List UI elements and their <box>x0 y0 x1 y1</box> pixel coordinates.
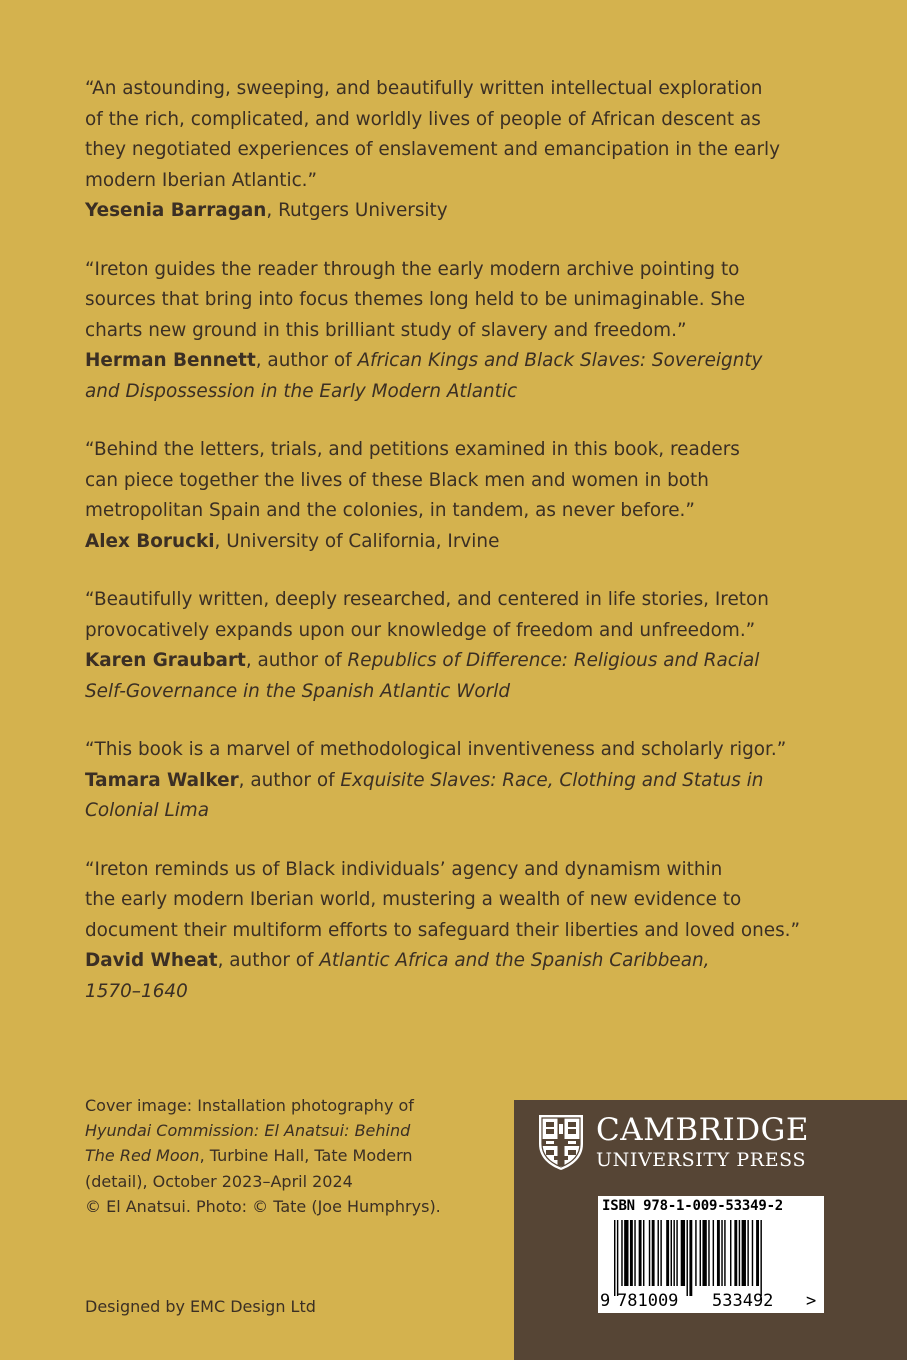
quote-line: provocatively expands upon our knowledge of freedom and unfreedom.” <box>85 619 756 641</box>
quote-line: “An astounding, sweeping, and beautifully written intellectual exploration <box>85 78 763 99</box>
endorser-name: Alex Borucki <box>85 530 215 552</box>
publisher-name-line2: UNIVERSITY PRESS <box>596 1149 807 1171</box>
barcode-bar <box>666 1220 669 1286</box>
barcode-bar <box>630 1220 633 1286</box>
book-title: and Dispossession in the Early Modern Atlantic <box>85 380 518 402</box>
barcode-bar <box>734 1220 737 1286</box>
author-of-label: , author of <box>238 769 341 791</box>
quote-line: “Ireton reminds us of Black individuals’ agency and dynamism within <box>85 858 723 880</box>
quote-text <box>85 735 845 766</box>
barcode-bar <box>713 1220 714 1286</box>
quote-line: metropolitan Spain and the colonies, in tandem, as never before.” <box>85 500 695 521</box>
barcode-bar <box>730 1220 731 1286</box>
author-of-label: , author of <box>255 350 358 371</box>
quote-line: document their multiform efforts to safeguard their liberties and loved ones.” <box>85 919 801 941</box>
endorsement-1 <box>85 74 845 227</box>
barcode-bar <box>689 1220 692 1296</box>
book-title: Self-Governance in the Spanish Atlantic World <box>85 680 510 702</box>
book-title: Colonial Lima <box>85 800 209 821</box>
endorser-name: Tamara Walker <box>85 769 239 791</box>
endorsement-6 <box>85 855 845 1008</box>
cover-credits <box>85 1093 465 1219</box>
cambridge-shield-icon <box>536 1112 586 1172</box>
credit-line: Cover image: Installation photography of <box>85 1096 414 1115</box>
barcode-bar <box>702 1220 706 1286</box>
barcode-bar <box>717 1220 720 1286</box>
attribution <box>85 527 845 558</box>
barcode-bar <box>621 1220 622 1286</box>
quote-line: “This book is a marvel of methodological inventiveness and scholarly rigor.” <box>85 739 787 760</box>
barcode-quiet-marker: > <box>806 1291 817 1310</box>
endorsement-4 <box>85 585 845 707</box>
quote-line: “Beautifully written, deeply researched, and centered in life stories, Ireton <box>85 589 769 610</box>
publisher-logo <box>536 1112 896 1176</box>
endorser-affiliation: , Rutgers University <box>266 200 448 221</box>
endorsement-2 <box>85 255 845 408</box>
quote-text <box>85 585 845 646</box>
quote-text <box>85 435 845 527</box>
credit-line: (detail), October 2023–April 2024 <box>85 1171 353 1191</box>
publisher-name-line1: CAMBRIDGE <box>596 1112 809 1148</box>
quote-line: sources that bring into focus themes long held to be unimaginable. She <box>85 289 746 310</box>
endorser-name: Karen Graubart <box>85 650 246 671</box>
isbn-label: ISBN 978-1-009-53349-2 <box>602 1198 784 1214</box>
attribution <box>85 766 845 827</box>
barcode-bar <box>742 1220 746 1286</box>
barcode-bar <box>739 1220 740 1286</box>
endorser-name: Herman Bennett <box>85 350 256 371</box>
barcode-bar <box>721 1220 722 1286</box>
endorsement-3 <box>85 435 845 557</box>
attribution <box>85 346 845 407</box>
quote-line: charts new ground in this brilliant study of slavery and freedom.” <box>85 319 687 341</box>
book-title: 1570–1640 <box>85 980 188 1002</box>
barcode-bar <box>658 1220 659 1286</box>
barcode-bar <box>673 1220 674 1286</box>
credit-line: © El Anatsui. Photo: © Tate (Joe Humphrys). <box>85 1196 441 1216</box>
barcode-bar <box>624 1220 628 1286</box>
attribution <box>85 646 845 707</box>
barcode-bar <box>747 1220 748 1286</box>
barcode-bar <box>756 1220 759 1286</box>
quote-line: can piece together the lives of these Black men and women in both <box>85 469 709 491</box>
isbn-barcode <box>598 1196 824 1313</box>
publisher-name <box>596 1112 809 1172</box>
designer-credit: Designed by EMC Design Ltd <box>85 1297 316 1316</box>
quote-text <box>85 255 845 347</box>
barcode-bar <box>687 1220 688 1296</box>
publisher-panel <box>514 1100 907 1360</box>
barcode-bar <box>760 1220 761 1296</box>
barcode-bar <box>695 1220 696 1286</box>
barcode-digits-left: 781009 <box>617 1291 679 1310</box>
endorser-name: David Wheat <box>85 950 218 971</box>
quote-line: they negotiated experiences of enslavement and emancipation in the early <box>85 139 781 160</box>
barcode-digit-prefix: 9 <box>600 1291 611 1310</box>
credit-line <box>85 1118 465 1143</box>
artwork-title: Hyundai Commission: El Anatsui: Behind <box>85 1121 411 1141</box>
credit-location: , Turbine Hall, Tate Modern <box>199 1146 413 1166</box>
barcode-bars <box>598 1218 824 1310</box>
quote-text <box>85 855 845 947</box>
barcode-bar <box>676 1220 677 1286</box>
author-of-label: , author of <box>245 650 348 671</box>
author-of-label: , author of <box>217 950 320 971</box>
endorsement-5 <box>85 735 845 827</box>
barcode-bar <box>700 1220 701 1286</box>
barcode-bar <box>671 1220 672 1286</box>
artwork-title: The Red Moon <box>85 1146 200 1166</box>
book-title: Atlantic Africa and the Spanish Caribbean, <box>319 950 710 971</box>
quote-line: of the rich, complicated, and worldly lives of people of African descent as <box>85 108 761 130</box>
quote-line: “Behind the letters, trials, and petitions examined in this book, readers <box>85 439 740 460</box>
quote-text <box>85 74 845 196</box>
barcode-bar <box>752 1220 753 1286</box>
barcode-bar <box>660 1220 661 1286</box>
barcode-bar <box>617 1220 618 1296</box>
barcode-bar <box>649 1220 650 1286</box>
book-title: African Kings and Black Slaves: Sovereignty <box>357 350 763 371</box>
barcode-bar <box>634 1220 635 1286</box>
quote-line: modern Iberian Atlantic.” <box>85 169 318 191</box>
endorser-name: Yesenia Barragan <box>85 200 267 221</box>
attribution <box>85 946 845 1007</box>
quote-line: “Ireton guides the reader through the early modern archive pointing to <box>85 258 740 280</box>
barcode-digits-right: 533492 <box>712 1291 774 1310</box>
credit-line <box>85 1143 465 1168</box>
barcode-bar <box>652 1220 655 1286</box>
barcode-bar <box>643 1220 644 1286</box>
quote-line: the early modern Iberian world, mustering a wealth of new evidence to <box>85 889 742 910</box>
attribution <box>85 196 845 227</box>
barcode-bar <box>724 1220 725 1286</box>
endorser-affiliation: , University of California, Irvine <box>214 530 500 552</box>
book-title: Exquisite Slaves: Race, Clothing and Status in <box>340 769 764 791</box>
endorsements <box>85 74 845 1035</box>
book-title: Republics of Difference: Religious and Racial <box>347 650 760 671</box>
barcode-bar <box>639 1220 642 1286</box>
barcode-bar <box>614 1220 615 1296</box>
barcode-bar <box>708 1220 709 1286</box>
barcode-bar <box>681 1220 685 1286</box>
